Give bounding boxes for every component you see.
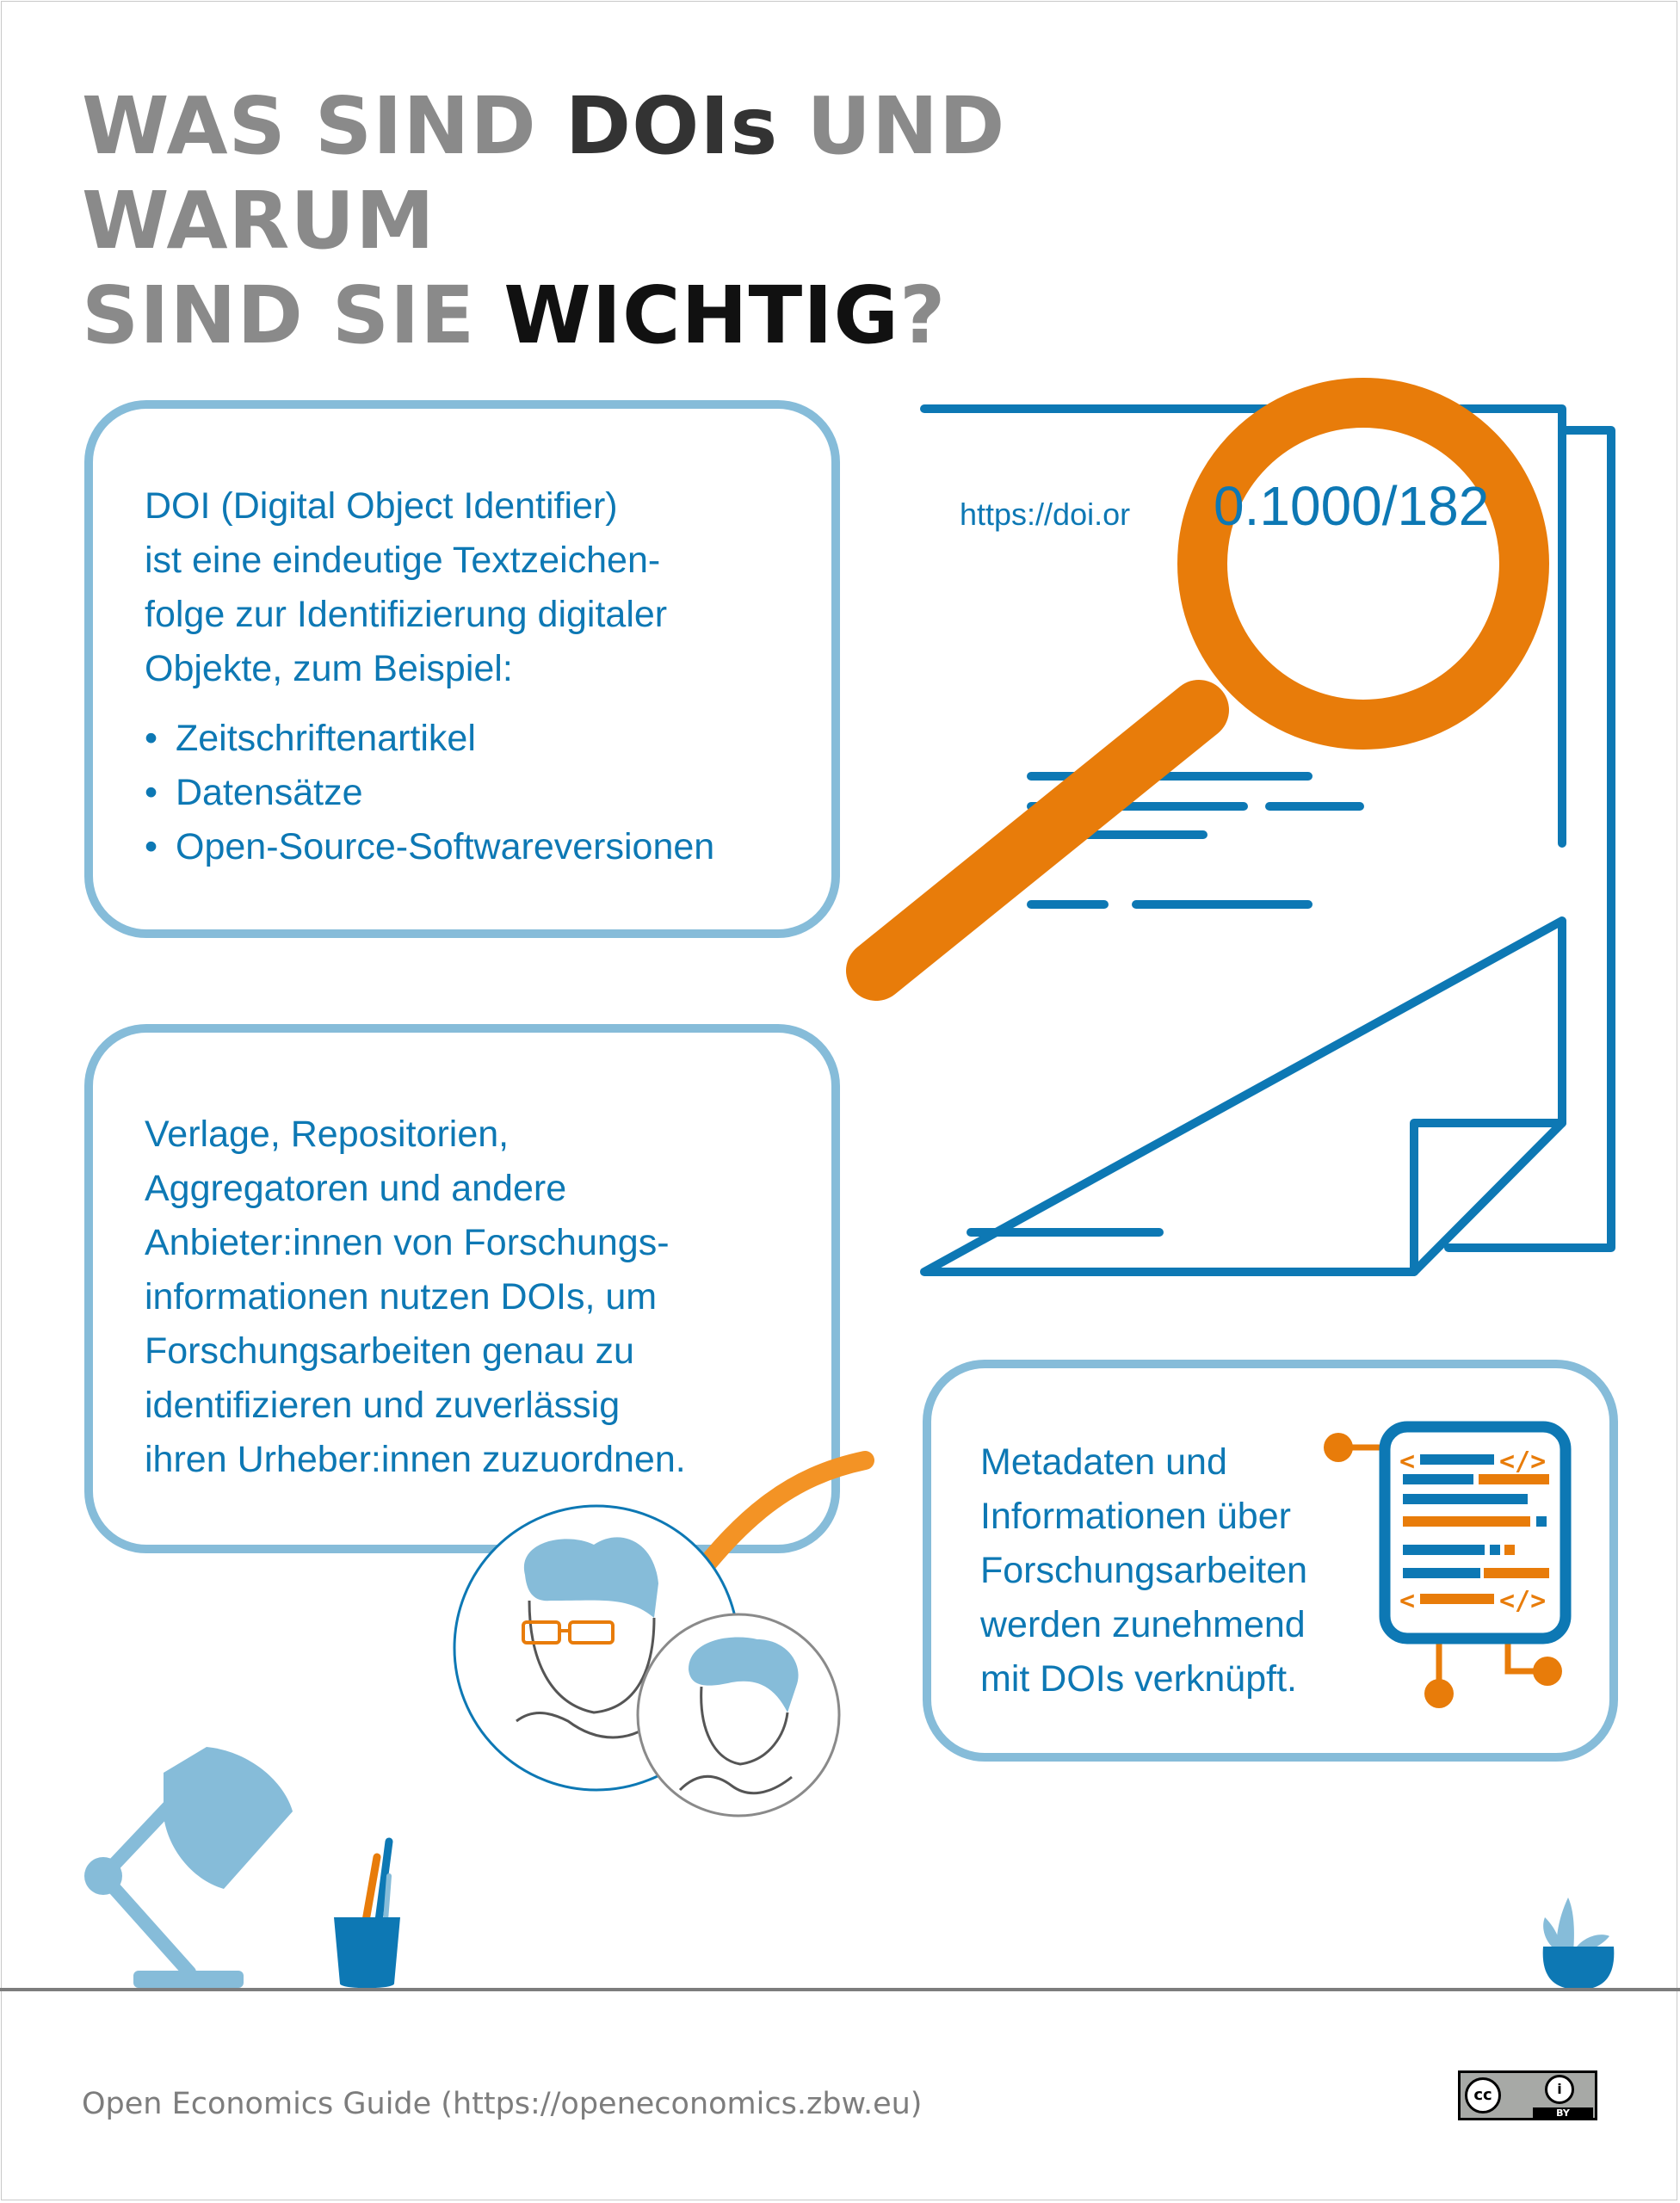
definition-line-3: folge zur Identifizierung digitaler [145,594,668,635]
definition-line-1: DOI (Digital Object Identifier) [145,485,618,527]
definition-line-2: ist eine eindeutige Textzeichen- [145,540,661,581]
usage-line: Verlage, Repositorien, [145,1114,510,1155]
code-tag-open: < [1399,1447,1416,1477]
person-avatar [638,1614,839,1816]
definition-line-4: Objekte, zum Beispiel: [145,648,513,689]
license-by-label: BY [1533,2107,1593,2120]
desk-lamp-icon [84,1747,293,1988]
cc-icon: cc [1465,2077,1501,2114]
footer-credit: Open Economics Guide (https://openeconomics.zbw.eu) [82,2087,923,2121]
usage-line: ihren Urheber:innen zuzuordnen. [145,1439,686,1480]
usage-line: Forschungsarbeiten genau zu [145,1330,634,1372]
title-line1-c: UND WARUM [82,80,1006,267]
metadata-line: mit DOIs verknüpft. [980,1658,1297,1700]
doi-url-magnified: 0.1000/182 [1214,475,1490,537]
metadata-line: Metadaten und [980,1441,1227,1483]
title-line1-a: WAS SIND [82,80,565,172]
pen-cup-icon [334,1842,400,1988]
title-line1-b: DOIs [565,80,779,172]
code-tag-close-bottom: </> [1499,1586,1547,1616]
example-item: • Open-Source-Softwareversionen [145,820,831,874]
cc-by-license-badge [1458,2070,1597,2120]
metadata-line: werden zunehmend [980,1604,1306,1645]
doi-url-prefix: https://doi.or [960,497,1131,532]
usage-line: informationen nutzen DOIs, um [145,1276,658,1317]
code-tag-close: </> [1499,1447,1547,1477]
attribution-person-icon: i [1545,2075,1574,2104]
plant-icon [1543,1898,1615,1990]
desk-line [0,1988,1680,1991]
usage-line: identifizieren und zuverlässig [145,1385,621,1426]
usage-line: Anbieter:innen von Forschungs- [145,1222,670,1263]
metadata-line: Informationen über [980,1496,1291,1537]
example-item: • Zeitschriftenartikel [145,712,831,766]
metadata-line: Forschungsarbeiten [980,1550,1308,1591]
example-item: • Datensätze [145,766,831,820]
code-tag-open-bottom: < [1399,1586,1416,1616]
title-line2-c: ? [899,269,947,361]
usage-line: Aggregatoren und andere [145,1168,567,1209]
title-line2-b: WICHTIG [503,269,899,361]
title-line2-a: SIND SIE [82,269,504,361]
